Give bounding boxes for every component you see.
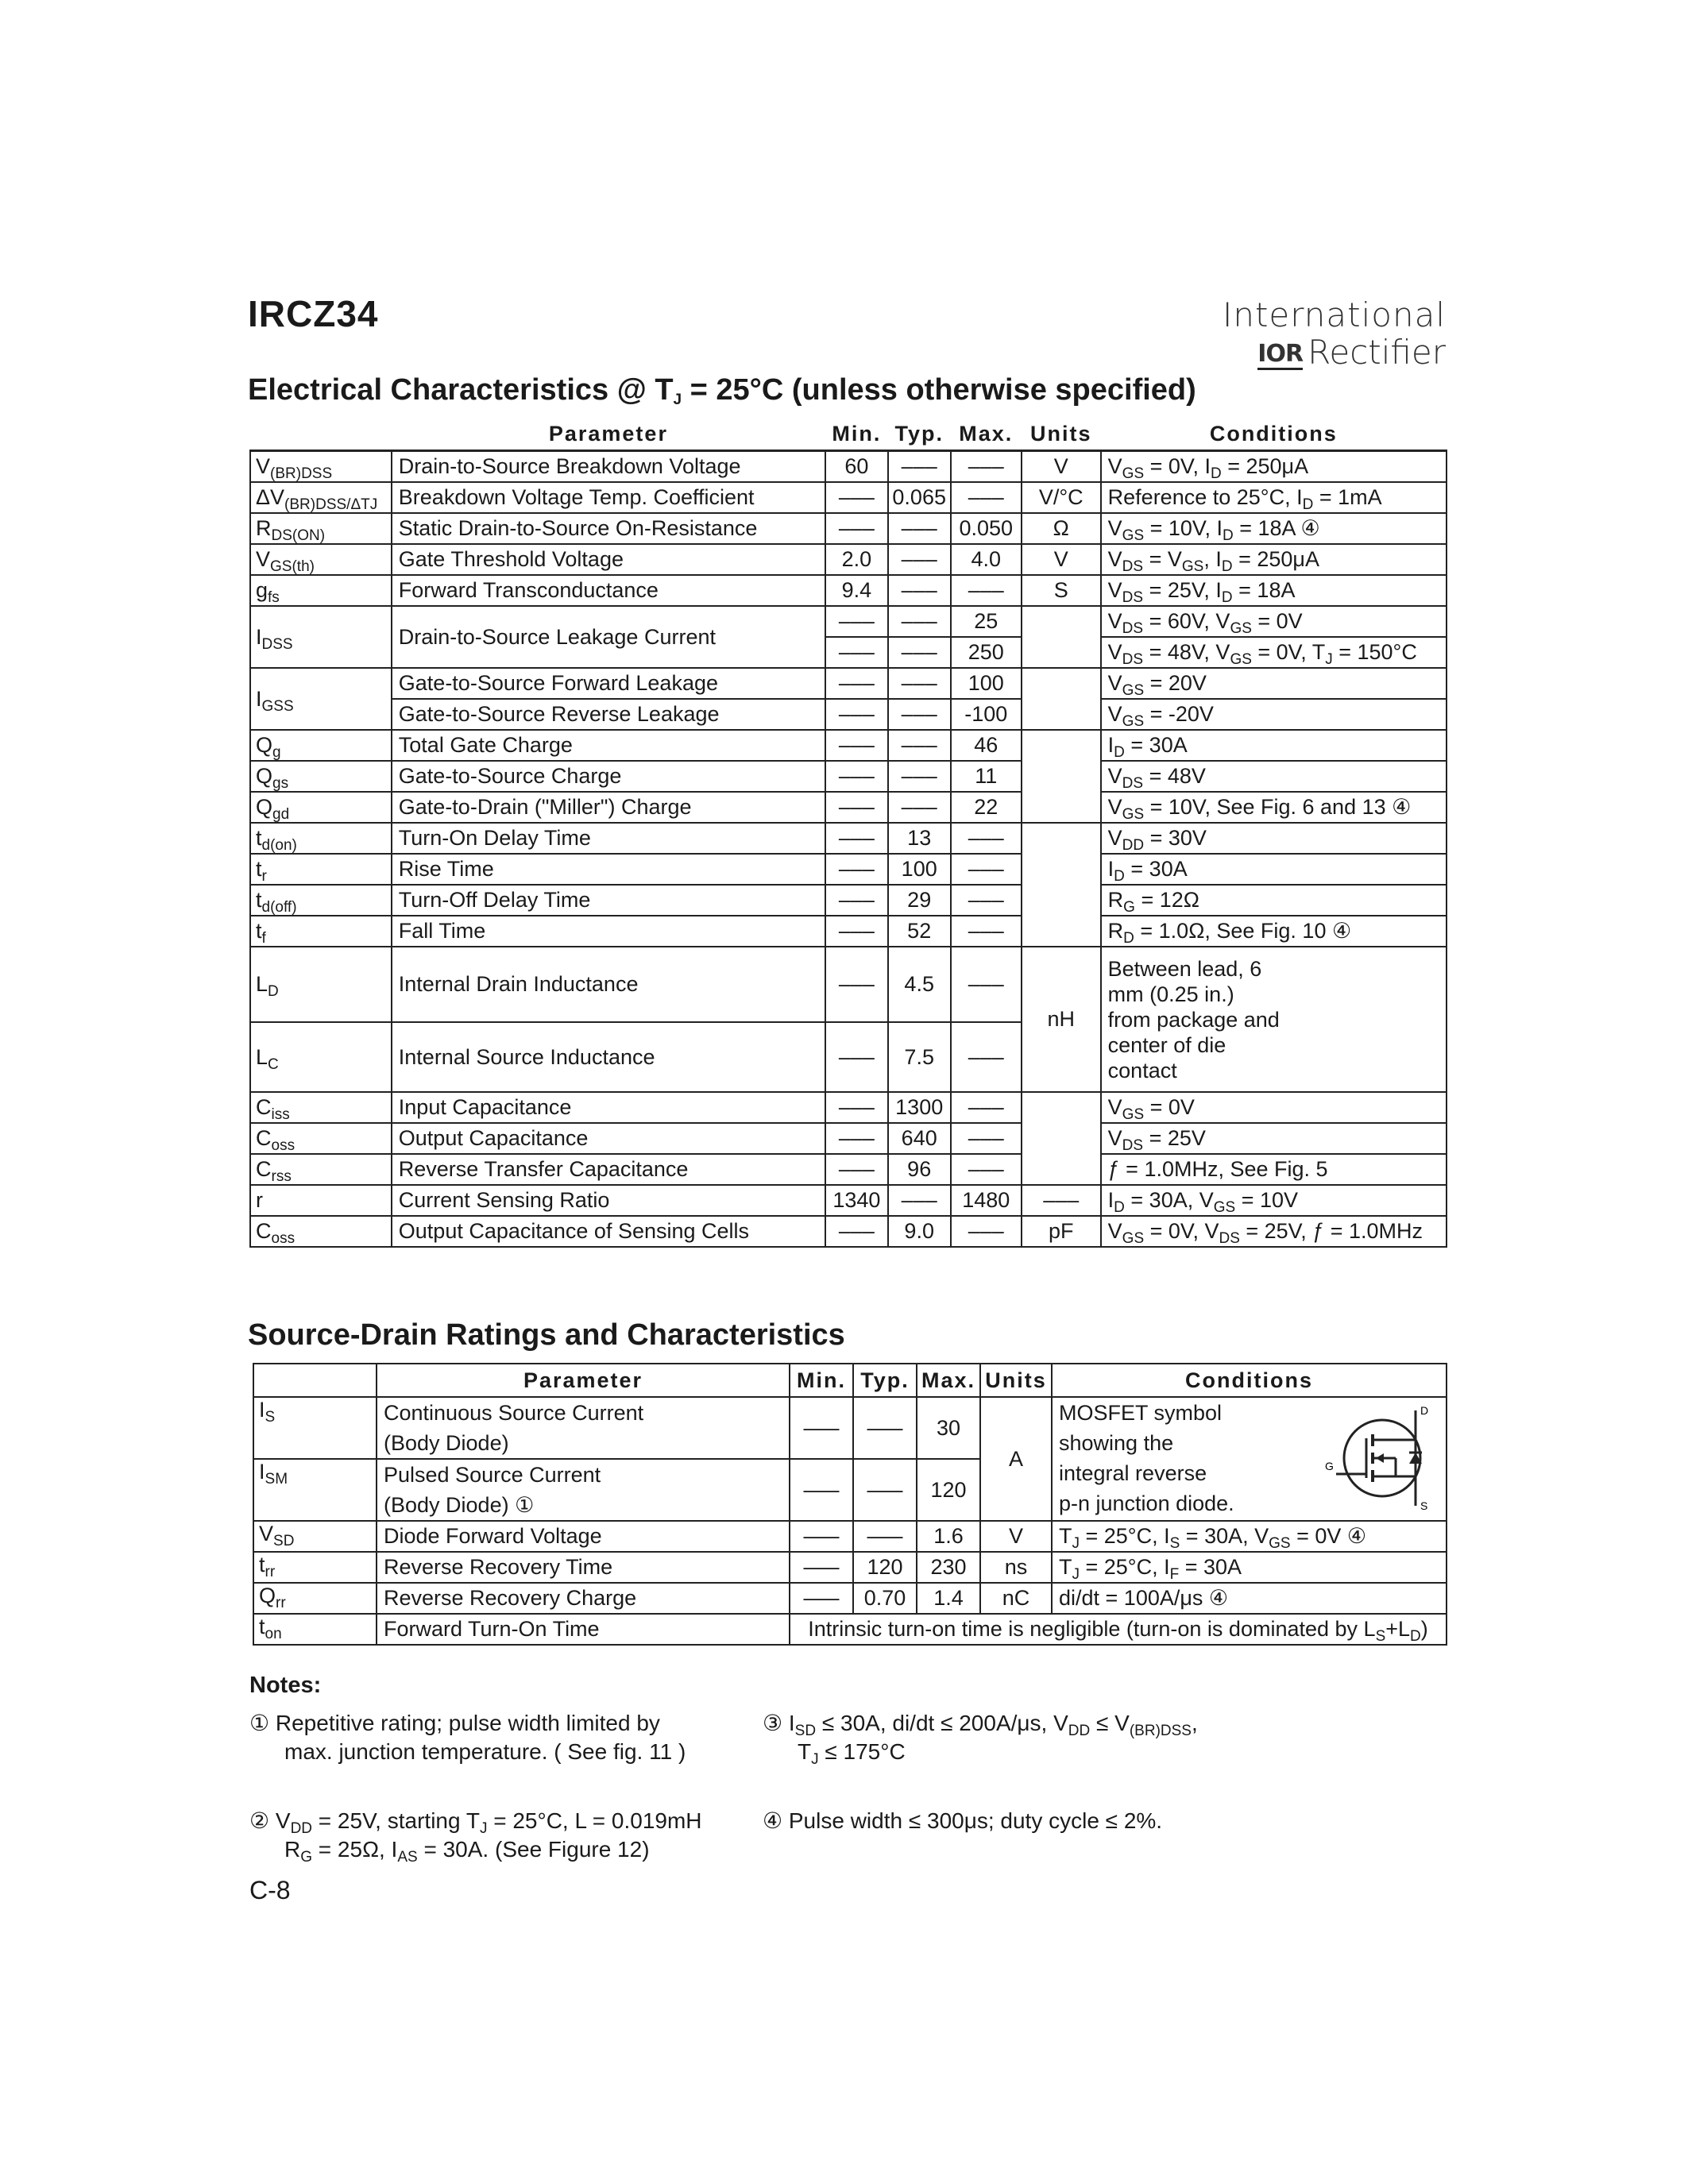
min-cell: ––– bbox=[825, 1154, 888, 1185]
units-cell bbox=[1022, 730, 1101, 823]
table-row bbox=[250, 1123, 1447, 1154]
conditions-cell: $V_{GS} = 0V$, $I_D = 250\mu A$ bbox=[1101, 451, 1447, 483]
symbol-cell: $V_{(BR)DSS}$ bbox=[250, 451, 392, 483]
header-typ: Typ. bbox=[853, 1364, 917, 1397]
conditions-cell: $V_{GS} = -20V$ bbox=[1101, 699, 1447, 730]
max-cell: 22 bbox=[951, 792, 1022, 823]
max-cell: 11 bbox=[951, 761, 1022, 792]
parameter-cell: Drain-to-Source Leakage Current bbox=[392, 606, 825, 668]
min-cell: ––– bbox=[790, 1459, 853, 1521]
table-row bbox=[250, 513, 1447, 544]
min-cell: ––– bbox=[825, 637, 888, 668]
table-header-row bbox=[253, 1364, 1447, 1397]
table-row bbox=[250, 1185, 1447, 1216]
max-cell: 30 bbox=[917, 1397, 980, 1459]
table-row bbox=[253, 1614, 1447, 1645]
header-min: Min. bbox=[790, 1364, 853, 1397]
part-number: IRCZ34 bbox=[248, 293, 379, 334]
min-cell: ––– bbox=[825, 947, 888, 1022]
max-cell: 1.6 bbox=[917, 1521, 980, 1552]
typ-cell: 1300 bbox=[888, 1092, 951, 1123]
conditions-cell: $V_{DS} = 48V$, $V_{GS} = 0V$, $T_J = 150^\circ C$ bbox=[1101, 637, 1447, 668]
typ-cell: ––– bbox=[888, 699, 951, 730]
ior-logo: IOR bbox=[1257, 340, 1303, 370]
parameter-cell: Gate-to-Source Forward Leakage bbox=[392, 668, 825, 699]
table-row bbox=[250, 1216, 1447, 1247]
units-cell: S bbox=[1022, 575, 1101, 606]
min-cell: 2.0 bbox=[825, 544, 888, 575]
max-cell: 4.0 bbox=[951, 544, 1022, 575]
brand-logo bbox=[1223, 295, 1446, 372]
typ-cell: ––– bbox=[888, 637, 951, 668]
table-row bbox=[253, 1583, 1447, 1614]
parameter-cell: Reverse Recovery Charge bbox=[377, 1583, 790, 1614]
conditions-cell: $R_D = 1.0\Omega$, See Fig. 10 ④ bbox=[1101, 916, 1447, 947]
symbol-cell: $I_S$ bbox=[253, 1397, 377, 1459]
conditions-cell: $V_{GS} = 10V$, $I_D = 18A$ ④ bbox=[1101, 513, 1447, 544]
units-cell bbox=[1022, 606, 1101, 668]
parameter-cell: Gate-to-Drain ("Miller") Charge bbox=[392, 792, 825, 823]
table-row bbox=[250, 854, 1447, 885]
symbol-cell: $t_f$ bbox=[250, 916, 392, 947]
typ-cell: 7.5 bbox=[888, 1022, 951, 1092]
table-row bbox=[253, 1521, 1447, 1552]
min-cell: ––– bbox=[790, 1521, 853, 1552]
table-row bbox=[250, 544, 1447, 575]
min-cell: ––– bbox=[825, 730, 888, 761]
section-title-electrical: Electrical Characteristics @ $T_J = 25^\circ C$ (unless otherwise specified) bbox=[248, 373, 1196, 408]
min-cell: ––– bbox=[825, 1092, 888, 1123]
max-cell: 100 bbox=[951, 668, 1022, 699]
max-cell: ––– bbox=[951, 885, 1022, 916]
parameter-cell: Rise Time bbox=[392, 854, 825, 885]
conditions-cell: $V_{DS} = V_{GS}$, $I_D = 250\mu A$ bbox=[1101, 544, 1447, 575]
min-cell: ––– bbox=[825, 792, 888, 823]
typ-cell: 0.70 bbox=[853, 1583, 917, 1614]
header-typ: Typ. bbox=[888, 418, 951, 451]
svg-text:S: S bbox=[1420, 1499, 1428, 1512]
min-cell: ––– bbox=[825, 823, 888, 854]
parameter-cell: Input Capacitance bbox=[392, 1092, 825, 1123]
max-cell: ––– bbox=[951, 451, 1022, 483]
parameter-cell: Reverse Transfer Capacitance bbox=[392, 1154, 825, 1185]
max-cell: ––– bbox=[951, 575, 1022, 606]
conditions-cell: $V_{DS} = 25V$, $I_D = 18A$ bbox=[1101, 575, 1447, 606]
symbol-cell: $C_{iss}$ bbox=[250, 1092, 392, 1123]
parameter-cell: Forward Turn-On Time bbox=[377, 1614, 790, 1645]
symbol-cell: r bbox=[250, 1185, 392, 1216]
parameter-cell: Turn-Off Delay Time bbox=[392, 885, 825, 916]
table-row bbox=[250, 1092, 1447, 1123]
conditions-cell: $V_{DD} = 30V$ bbox=[1101, 823, 1447, 854]
min-cell: ––– bbox=[825, 1216, 888, 1247]
note-4: ④ Pulse width ≤ 300μs; duty cycle ≤ 2%. bbox=[763, 1808, 1163, 1833]
typ-cell: ––– bbox=[888, 451, 951, 483]
typ-cell: ––– bbox=[888, 792, 951, 823]
min-cell: ––– bbox=[825, 668, 888, 699]
typ-cell: 9.0 bbox=[888, 1216, 951, 1247]
parameter-cell: Internal Drain Inductance bbox=[392, 947, 825, 1022]
units-cell: nH bbox=[1022, 947, 1101, 1092]
table-row bbox=[250, 451, 1447, 483]
typ-cell: ––– bbox=[888, 761, 951, 792]
header-units: Units bbox=[1022, 418, 1101, 451]
table-row bbox=[250, 482, 1447, 513]
symbol-cell: $V_{SD}$ bbox=[253, 1521, 377, 1552]
note-2: ② $V_{DD} = 25V$, starting $T_J = 25^\circ C$, L = 0.019mH $R_G = 25\Omega$, $I_{AS} = 30A$. (See Figure 12) bbox=[249, 1808, 702, 1866]
max-cell: ––– bbox=[951, 854, 1022, 885]
max-cell: 0.050 bbox=[951, 513, 1022, 544]
min-cell: 9.4 bbox=[825, 575, 888, 606]
max-cell: ––– bbox=[951, 823, 1022, 854]
parameter-cell: Fall Time bbox=[392, 916, 825, 947]
typ-cell: ––– bbox=[888, 730, 951, 761]
table-row bbox=[253, 1397, 1447, 1459]
units-cell: A bbox=[980, 1397, 1052, 1521]
symbol-cell: $L_D$ bbox=[250, 947, 392, 1022]
table-row bbox=[250, 575, 1447, 606]
symbol-cell: $Q_g$ bbox=[250, 730, 392, 761]
max-cell: 250 bbox=[951, 637, 1022, 668]
table-row bbox=[253, 1552, 1447, 1583]
conditions-cell: $V_{DS} = 60V$, $V_{GS} = 0V$ bbox=[1101, 606, 1447, 637]
min-cell: ––– bbox=[825, 854, 888, 885]
max-cell: ––– bbox=[951, 1154, 1022, 1185]
symbol-cell: $Q_{gs}$ bbox=[250, 761, 392, 792]
min-cell: ––– bbox=[825, 1123, 888, 1154]
electrical-characteristics-table bbox=[249, 418, 1447, 1248]
typ-cell: ––– bbox=[853, 1459, 917, 1521]
conditions-cell: $I_D = 30A$, $V_{GS} = 10V$ bbox=[1101, 1185, 1447, 1216]
max-cell: ––– bbox=[951, 1123, 1022, 1154]
min-cell: ––– bbox=[825, 761, 888, 792]
typ-cell: ––– bbox=[853, 1521, 917, 1552]
max-cell: -100 bbox=[951, 699, 1022, 730]
symbol-cell: $I_{SM}$ bbox=[253, 1459, 377, 1521]
conditions-cell: $V_{GS} = 0V$, $V_{DS} = 25V$, ƒ = 1.0MHz bbox=[1101, 1216, 1447, 1247]
typ-cell: ––– bbox=[888, 575, 951, 606]
units-cell: V bbox=[1022, 544, 1101, 575]
max-cell: ––– bbox=[951, 482, 1022, 513]
header-conditions: Conditions bbox=[1101, 418, 1447, 451]
units-cell bbox=[1022, 1092, 1101, 1185]
table-row bbox=[250, 606, 1447, 637]
typ-cell: ––– bbox=[853, 1397, 917, 1459]
min-cell: 1340 bbox=[825, 1185, 888, 1216]
table-row bbox=[250, 916, 1447, 947]
table-row bbox=[250, 792, 1447, 823]
conditions-cell: Reference to 25°C, $I_D = 1mA$ bbox=[1101, 482, 1447, 513]
header-max: Max. bbox=[917, 1364, 980, 1397]
max-cell: ––– bbox=[951, 1092, 1022, 1123]
table-row bbox=[250, 823, 1447, 854]
min-cell: ––– bbox=[825, 482, 888, 513]
header-parameter: Parameter bbox=[392, 418, 825, 451]
symbol-cell: $t_r$ bbox=[250, 854, 392, 885]
min-cell: 60 bbox=[825, 451, 888, 483]
symbol-cell: $t_{d(on)}$ bbox=[250, 823, 392, 854]
symbol-cell: $t_{rr}$ bbox=[253, 1552, 377, 1583]
conditions-cell: $I_D = 30A$ bbox=[1101, 854, 1447, 885]
parameter-cell: Breakdown Voltage Temp. Coefficient bbox=[392, 482, 825, 513]
typ-cell: 52 bbox=[888, 916, 951, 947]
typ-cell: 120 bbox=[853, 1552, 917, 1583]
typ-cell: ––– bbox=[888, 1185, 951, 1216]
table-row bbox=[250, 947, 1447, 1022]
min-cell: ––– bbox=[825, 606, 888, 637]
notes-title: Notes: bbox=[249, 1673, 322, 1698]
conditions-cell: $V_{DS} = 48V$ bbox=[1101, 761, 1447, 792]
source-drain-table bbox=[253, 1363, 1447, 1646]
units-cell bbox=[1022, 668, 1101, 730]
parameter-cell: Output Capacitance of Sensing Cells bbox=[392, 1216, 825, 1247]
conditions-cell: $R_G = 12\Omega$ bbox=[1101, 885, 1447, 916]
units-cell: ––– bbox=[1022, 1185, 1101, 1216]
parameter-cell: Turn-On Delay Time bbox=[392, 823, 825, 854]
typ-cell: ––– bbox=[888, 513, 951, 544]
conditions-cell: $I_D = 30A$ bbox=[1101, 730, 1447, 761]
symbol-cell: $t_{d(off)}$ bbox=[250, 885, 392, 916]
header-conditions: Conditions bbox=[1052, 1364, 1447, 1397]
min-cell: ––– bbox=[825, 699, 888, 730]
table-row bbox=[250, 885, 1447, 916]
max-cell: ––– bbox=[951, 1022, 1022, 1092]
conditions-cell: Intrinsic turn-on time is negligible (turn-on is dominated by $L_S+L_D$) bbox=[790, 1614, 1447, 1645]
typ-cell: 0.065 bbox=[888, 482, 951, 513]
page-number: C-8 bbox=[249, 1876, 291, 1904]
conditions-cell: MOSFET symbol showing the integral reverse p-n junction diode. D G S bbox=[1052, 1397, 1447, 1521]
svg-text:D: D bbox=[1420, 1404, 1429, 1417]
symbol-cell: $C_{rss}$ bbox=[250, 1154, 392, 1185]
min-cell: ––– bbox=[790, 1397, 853, 1459]
parameter-cell: Pulsed Source Current (Body Diode) ① bbox=[377, 1459, 790, 1521]
symbol-cell: $I_{DSS}$ bbox=[250, 606, 392, 668]
min-cell: ––– bbox=[825, 1022, 888, 1092]
max-cell: 1480 bbox=[951, 1185, 1022, 1216]
parameter-cell: Total Gate Charge bbox=[392, 730, 825, 761]
table-row bbox=[250, 1154, 1447, 1185]
parameter-cell: Output Capacitance bbox=[392, 1123, 825, 1154]
conditions-cell: ƒ = 1.0MHz, See Fig. 5 bbox=[1101, 1154, 1447, 1185]
symbol-cell: $g_{fs}$ bbox=[250, 575, 392, 606]
brand-line1: International bbox=[1222, 295, 1446, 334]
header-min: Min. bbox=[825, 418, 888, 451]
symbol-cell: $C_{oss}$ bbox=[250, 1216, 392, 1247]
parameter-cell: Static Drain-to-Source On-Resistance bbox=[392, 513, 825, 544]
typ-cell: 640 bbox=[888, 1123, 951, 1154]
min-cell: ––– bbox=[825, 916, 888, 947]
note-1: ① Repetitive rating; pulse width limited by max. junction temperature. ( See fig. 11 ) bbox=[249, 1711, 686, 1764]
typ-cell: 13 bbox=[888, 823, 951, 854]
units-cell: V bbox=[980, 1521, 1052, 1552]
typ-cell: ––– bbox=[888, 606, 951, 637]
max-cell: 1.4 bbox=[917, 1583, 980, 1614]
conditions-cell: $T_J = 25^\circ C$, $I_S = 30A$, $V_{GS} = 0V$ ④ bbox=[1052, 1521, 1447, 1552]
conditions-cell: $V_{GS} = 10V$, See Fig. 6 and 13 ④ bbox=[1101, 792, 1447, 823]
max-cell: ––– bbox=[951, 916, 1022, 947]
symbol-cell: $\Delta V_{(BR)DSS/\Delta TJ}$ bbox=[250, 482, 392, 513]
typ-cell: 100 bbox=[888, 854, 951, 885]
max-cell: 120 bbox=[917, 1459, 980, 1521]
max-cell: 25 bbox=[951, 606, 1022, 637]
parameter-cell: Forward Transconductance bbox=[392, 575, 825, 606]
min-cell: ––– bbox=[790, 1552, 853, 1583]
typ-cell: ––– bbox=[888, 668, 951, 699]
parameter-cell: Diode Forward Voltage bbox=[377, 1521, 790, 1552]
parameter-cell: Internal Source Inductance bbox=[392, 1022, 825, 1092]
max-cell: 230 bbox=[917, 1552, 980, 1583]
conditions-cell: Between lead, 6 mm (0.25 in.) from package and center of die contact bbox=[1101, 947, 1447, 1092]
table-row bbox=[250, 730, 1447, 761]
table-row bbox=[250, 699, 1447, 730]
symbol-cell: $V_{GS(th)}$ bbox=[250, 544, 392, 575]
symbol-cell: $C_{oss}$ bbox=[250, 1123, 392, 1154]
symbol-cell: $L_C$ bbox=[250, 1022, 392, 1092]
max-cell: ––– bbox=[951, 1216, 1022, 1247]
units-cell: V bbox=[1022, 451, 1101, 483]
typ-cell: 4.5 bbox=[888, 947, 951, 1022]
symbol-cell: $Q_{gd}$ bbox=[250, 792, 392, 823]
parameter-cell: Gate-to-Source Charge bbox=[392, 761, 825, 792]
units-cell bbox=[1022, 823, 1101, 947]
table-row bbox=[250, 761, 1447, 792]
table-header-row bbox=[250, 418, 1447, 451]
units-cell: ns bbox=[980, 1552, 1052, 1583]
symbol-cell: $t_{on}$ bbox=[253, 1614, 377, 1645]
svg-text:G: G bbox=[1325, 1460, 1334, 1472]
min-cell: ––– bbox=[790, 1583, 853, 1614]
header-parameter: Parameter bbox=[377, 1364, 790, 1397]
max-cell: ––– bbox=[951, 947, 1022, 1022]
conditions-cell: di/dt = 100A/μs ④ bbox=[1052, 1583, 1447, 1614]
symbol-cell: $Q_{rr}$ bbox=[253, 1583, 377, 1614]
min-cell: ––– bbox=[825, 885, 888, 916]
table-row bbox=[250, 668, 1447, 699]
parameter-cell: Continuous Source Current (Body Diode) bbox=[377, 1397, 790, 1459]
typ-cell: 96 bbox=[888, 1154, 951, 1185]
conditions-cell: $V_{GS} = 20V$ bbox=[1101, 668, 1447, 699]
header-units: Units bbox=[980, 1364, 1052, 1397]
units-cell: V/°C bbox=[1022, 482, 1101, 513]
section-title-source-drain: Source-Drain Ratings and Characteristics bbox=[248, 1318, 845, 1352]
max-cell: 46 bbox=[951, 730, 1022, 761]
min-cell: ––– bbox=[825, 513, 888, 544]
units-cell: pF bbox=[1022, 1216, 1101, 1247]
units-cell: nC bbox=[980, 1583, 1052, 1614]
mosfet-symbol-icon bbox=[1320, 1399, 1439, 1518]
conditions-cell: $T_J = 25^\circ C$, $I_F = 30A$ bbox=[1052, 1552, 1447, 1583]
parameter-cell: Drain-to-Source Breakdown Voltage bbox=[392, 451, 825, 483]
typ-cell: 29 bbox=[888, 885, 951, 916]
parameter-cell: Current Sensing Ratio bbox=[392, 1185, 825, 1216]
parameter-cell: Gate-to-Source Reverse Leakage bbox=[392, 699, 825, 730]
brand-line2: Rectifier bbox=[1308, 333, 1446, 372]
conditions-cell: $V_{GS} = 0V$ bbox=[1101, 1092, 1447, 1123]
symbol-cell: $I_{GSS}$ bbox=[250, 668, 392, 730]
symbol-cell: $R_{DS(ON)}$ bbox=[250, 513, 392, 544]
parameter-cell: Gate Threshold Voltage bbox=[392, 544, 825, 575]
parameter-cell: Reverse Recovery Time bbox=[377, 1552, 790, 1583]
conditions-cell: $V_{DS} = 25V$ bbox=[1101, 1123, 1447, 1154]
note-3: ③ $I_{SD} \le 30A$, di/dt ≤ 200A/μs, $V_{DD} \le V_{(BR)DSS}$, $T_J \le 175^\circ C$ bbox=[763, 1711, 1198, 1768]
units-cell: Ω bbox=[1022, 513, 1101, 544]
header-max: Max. bbox=[951, 418, 1022, 451]
typ-cell: ––– bbox=[888, 544, 951, 575]
